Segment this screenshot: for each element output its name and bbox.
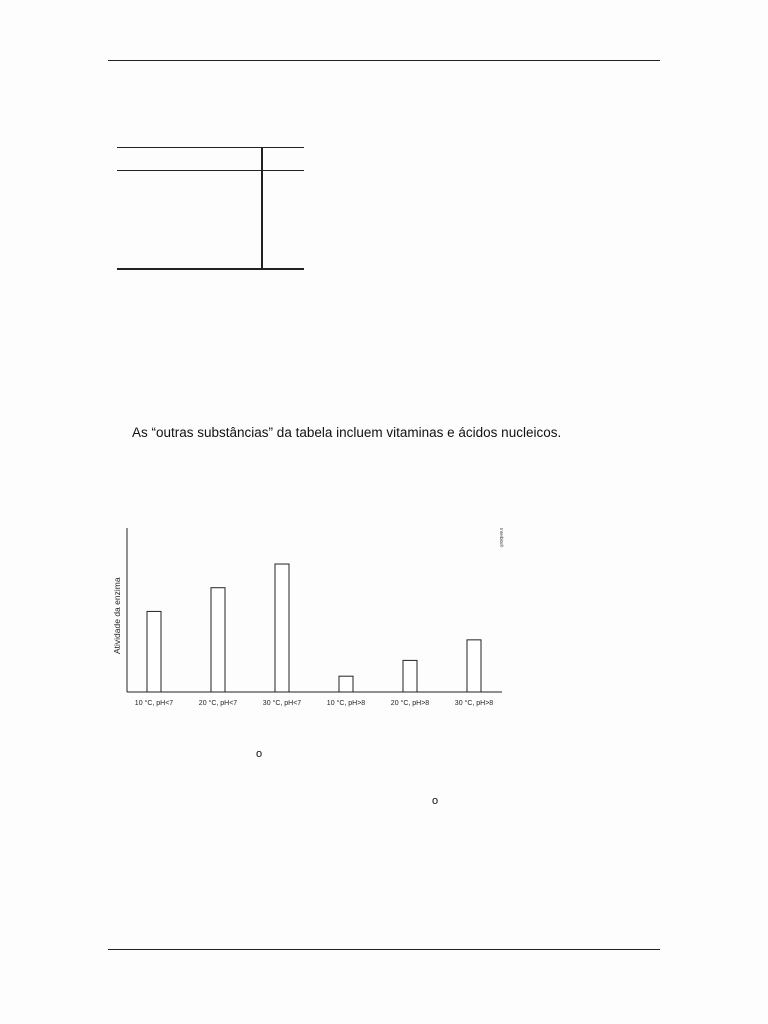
degree-mark: o <box>256 748 263 760</box>
degree-mark: o <box>432 795 439 807</box>
table-note: As “outras substâncias” da tabela incluem vitaminas e ácidos nucleicos. <box>132 425 562 440</box>
header-rule <box>108 60 660 61</box>
x-tick-label: 30 °C, pH>8 <box>454 700 494 707</box>
bar <box>467 640 481 692</box>
credit-label: Interbits® <box>499 528 504 548</box>
bar <box>275 564 289 692</box>
bar <box>147 611 161 692</box>
bar <box>403 660 417 692</box>
table-bottom-rule <box>117 268 304 270</box>
table-header-rule <box>117 170 304 171</box>
bar <box>339 676 353 692</box>
table-top-rule <box>117 147 304 148</box>
x-tick-label: 20 °C, pH>8 <box>390 700 430 707</box>
x-tick-label: 10 °C, pH>8 <box>326 700 366 707</box>
bar <box>211 588 225 692</box>
footer-rule <box>108 949 660 950</box>
x-tick-label: 10 °C, pH<7 <box>134 700 174 707</box>
x-tick-label: 30 °C, pH<7 <box>262 700 302 707</box>
table-column-divider <box>261 147 263 269</box>
x-tick-label: 20 °C, pH<7 <box>198 700 238 707</box>
bar-chart <box>100 520 520 720</box>
y-axis-label: Atividade da enzima <box>112 577 122 654</box>
